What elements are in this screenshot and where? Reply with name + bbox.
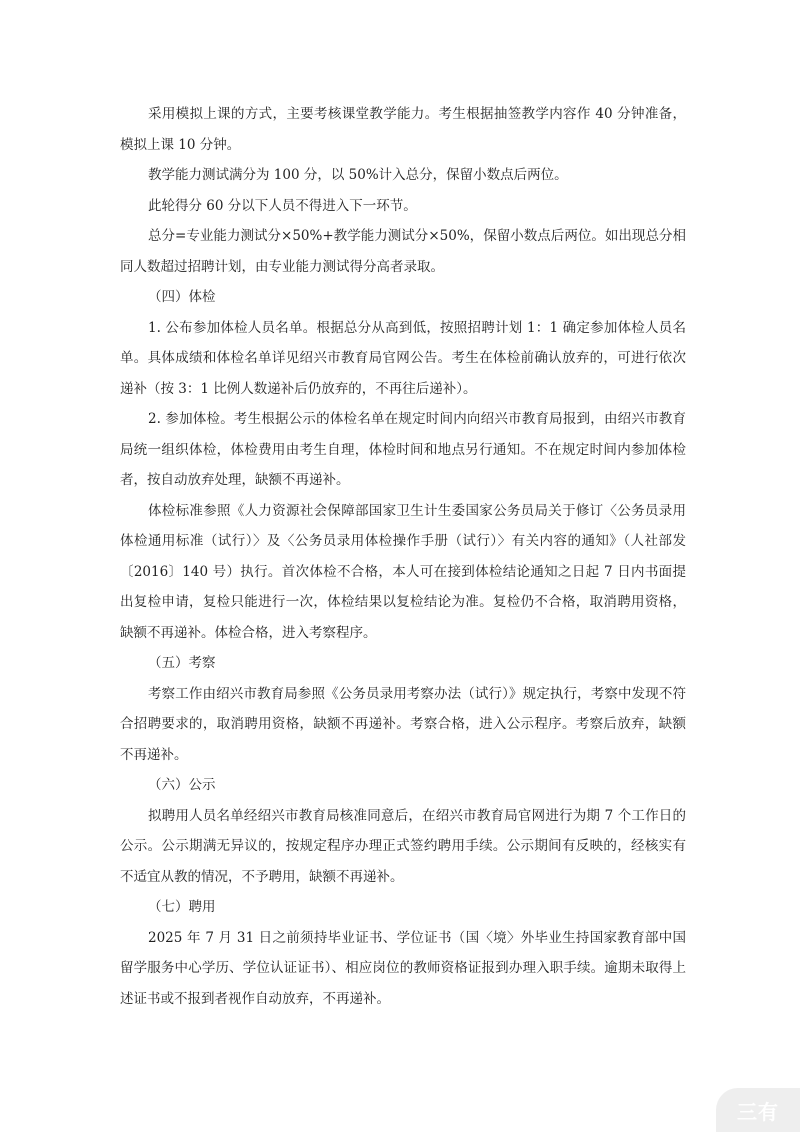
section-heading-employment: （七）聘用 (148, 899, 216, 915)
section-heading-physical-exam: （四）体检 (148, 289, 216, 305)
paragraph-exam-attend: 2. 参加体检。考生根据公示的体检名单在规定时间内向绍兴市教育局报到，由绍兴市教育局统一组织体检，体检费用由考生自理，体检时间和地点另行通知。不在规定时间内参加体检者，按自动放弃处理，缺额不再递补。 (120, 411, 686, 488)
paragraph-publicity: 拟聘用人员名单经绍兴市教育局核准同意后，在绍兴市教育局官网进行为期 7 个工作日的公示。公示期满无异议的，按规定程序办理正式签约聘用手续。公示期间有反映的，经核实有不适宜从教的情况，不予聘用，缺额不再递补。 (120, 807, 686, 885)
document-body (120, 99, 686, 1014)
paragraph-mock-lesson: 采用模拟上课的方式，主要考核课堂教学能力。考生根据抽签教学内容作 40 分钟准备，模拟上课 10 分钟。 (120, 106, 686, 153)
watermark-logo (716, 1088, 800, 1132)
section-heading-publicity: （六）公示 (148, 777, 216, 793)
paragraph-employment: 2025 年 7 月 31 日之前须持毕业证书、学位证书（国〈境〉外毕业生持国家教育部中国留学服务中心学历、学位认证证书）、相应岗位的教师资格证报到办理入职手续。逾期未取得上述证书或不报到者视作自动放弃，不再递补。 (120, 929, 686, 1007)
watermark-text: 三有 (737, 1099, 779, 1124)
paragraph-exam-list: 1. 公布参加体检人员名单。根据总分从高到低，按照招聘计划 1：1 确定参加体检人员名单。具体成绩和体检名单详见绍兴市教育局官网公告。考生在体检前确认放弃的，可进行依次递补（按 3：1 比例人数递补后仍放弃的，不再往后递补）。 (120, 319, 686, 397)
paragraph-total-score: 总分=专业能力测试分×50%+教学能力测试分×50%，保留小数点后两位。如出现总分相同人数超过招聘计划，由专业能力测试得分高者录取。 (120, 228, 686, 275)
paragraph-teaching-score: 教学能力测试满分为 100 分，以 50%计入总分，保留小数点后两位。 (148, 167, 568, 183)
paragraph-exam-standard: 体检标准参照《人力资源社会保障部国家卫生计生委国家公务员局关于修订〈公务员录用体检通用标准（试行）〉及〈公务员录用体检操作手册（试行）〉有关内容的通知》（人社部发〔2016〕140 号）执行。首次体检不合格，本人可在接到体检结论通知之日起 7 日内书面提出复检申请，复检只能进行一次，体检结果以复检结论为准。复检仍不合格，取消聘用资格，缺额不再递补。体检合格，进入考察程序。 (120, 502, 686, 641)
paragraph-pass-threshold: 此轮得分 60 分以下人员不得进入下一环节。 (148, 197, 417, 214)
section-heading-inspection: （五）考察 (148, 655, 216, 671)
paragraph-inspection: 考察工作由绍兴市教育局参照《公务员录用考察办法（试行）》规定执行，考察中发现不符合招聘要求的，取消聘用资格，缺额不再递补。考察合格，进入公示程序。考察后放弃，缺额不再递补。 (120, 685, 686, 763)
